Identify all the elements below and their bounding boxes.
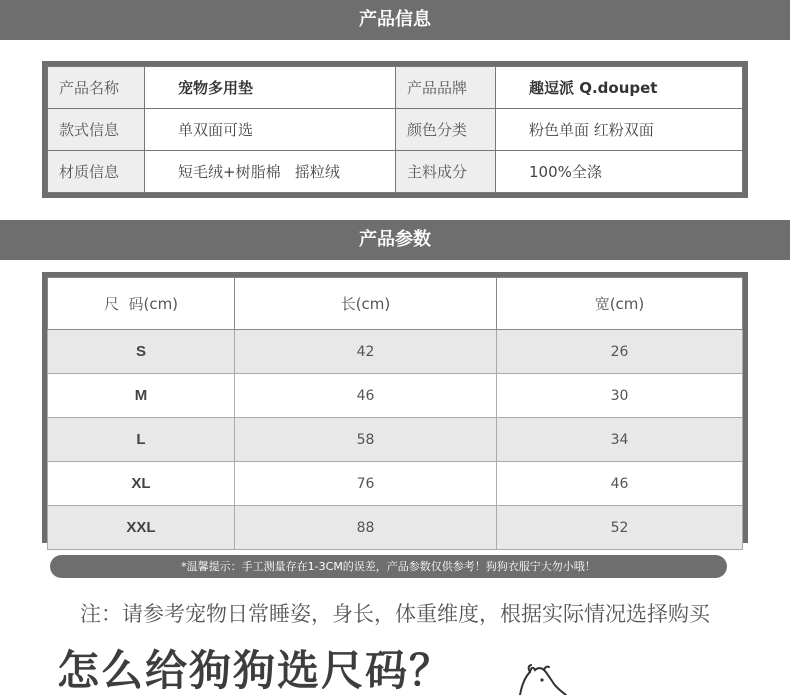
length-cell: 88 [235,506,497,550]
info-label: 款式信息 [48,109,145,151]
table-row [48,418,743,462]
table-row [48,109,743,151]
length-cell: 58 [235,418,497,462]
table-header-row [48,278,743,330]
sizing-note: 注：请参考宠物日常睡姿，身长，体重维度，根据实际情况选择购买 [80,602,710,626]
length-cell: 46 [235,374,497,418]
params-table-frame [42,272,748,543]
info-label: 颜色分类 [396,109,496,151]
width-cell: 26 [497,330,743,374]
info-value: 100%全涤 [496,151,743,193]
info-value: 趣逗派 Q.doupet [496,67,743,109]
width-cell: 34 [497,418,743,462]
size-cell: S [48,330,235,374]
params-table [47,277,743,550]
length-cell: 42 [235,330,497,374]
info-label: 产品名称 [48,67,145,109]
width-cell: 52 [497,506,743,550]
table-row [48,330,743,374]
info-value: 短毛绒+树脂棉 摇粒绒 [145,151,396,193]
size-cell: XL [48,462,235,506]
dog-sketch-icon [514,664,574,695]
params-section-header: 产品参数 [0,220,790,260]
info-value: 单双面可选 [145,109,396,151]
width-cell: 46 [497,462,743,506]
width-cell: 30 [497,374,743,418]
column-header-width: 宽(cm) [497,278,743,330]
warm-tip-banner: *温馨提示：手工测量存在1-3CM的误差，产品参数仅供参考！狗狗衣服宁大勿小哦！ [50,555,727,578]
length-cell: 76 [235,462,497,506]
info-section-header: 产品信息 [0,0,790,40]
column-header-size: 尺 码(cm) [48,278,235,330]
how-to-choose-heading: 怎么给狗狗选尺码？ [57,646,454,695]
info-label: 主料成分 [396,151,496,193]
size-cell: M [48,374,235,418]
table-row [48,67,743,109]
info-table-frame [42,61,748,198]
info-table [47,66,743,193]
info-label: 材质信息 [48,151,145,193]
table-row [48,506,743,550]
size-cell: L [48,418,235,462]
column-header-length: 长(cm) [235,278,497,330]
table-row [48,374,743,418]
info-value: 粉色单面 红粉双面 [496,109,743,151]
table-row [48,462,743,506]
table-row [48,151,743,193]
info-value: 宠物多用垫 [145,67,396,109]
size-cell: XXL [48,506,235,550]
info-label: 产品品牌 [396,67,496,109]
